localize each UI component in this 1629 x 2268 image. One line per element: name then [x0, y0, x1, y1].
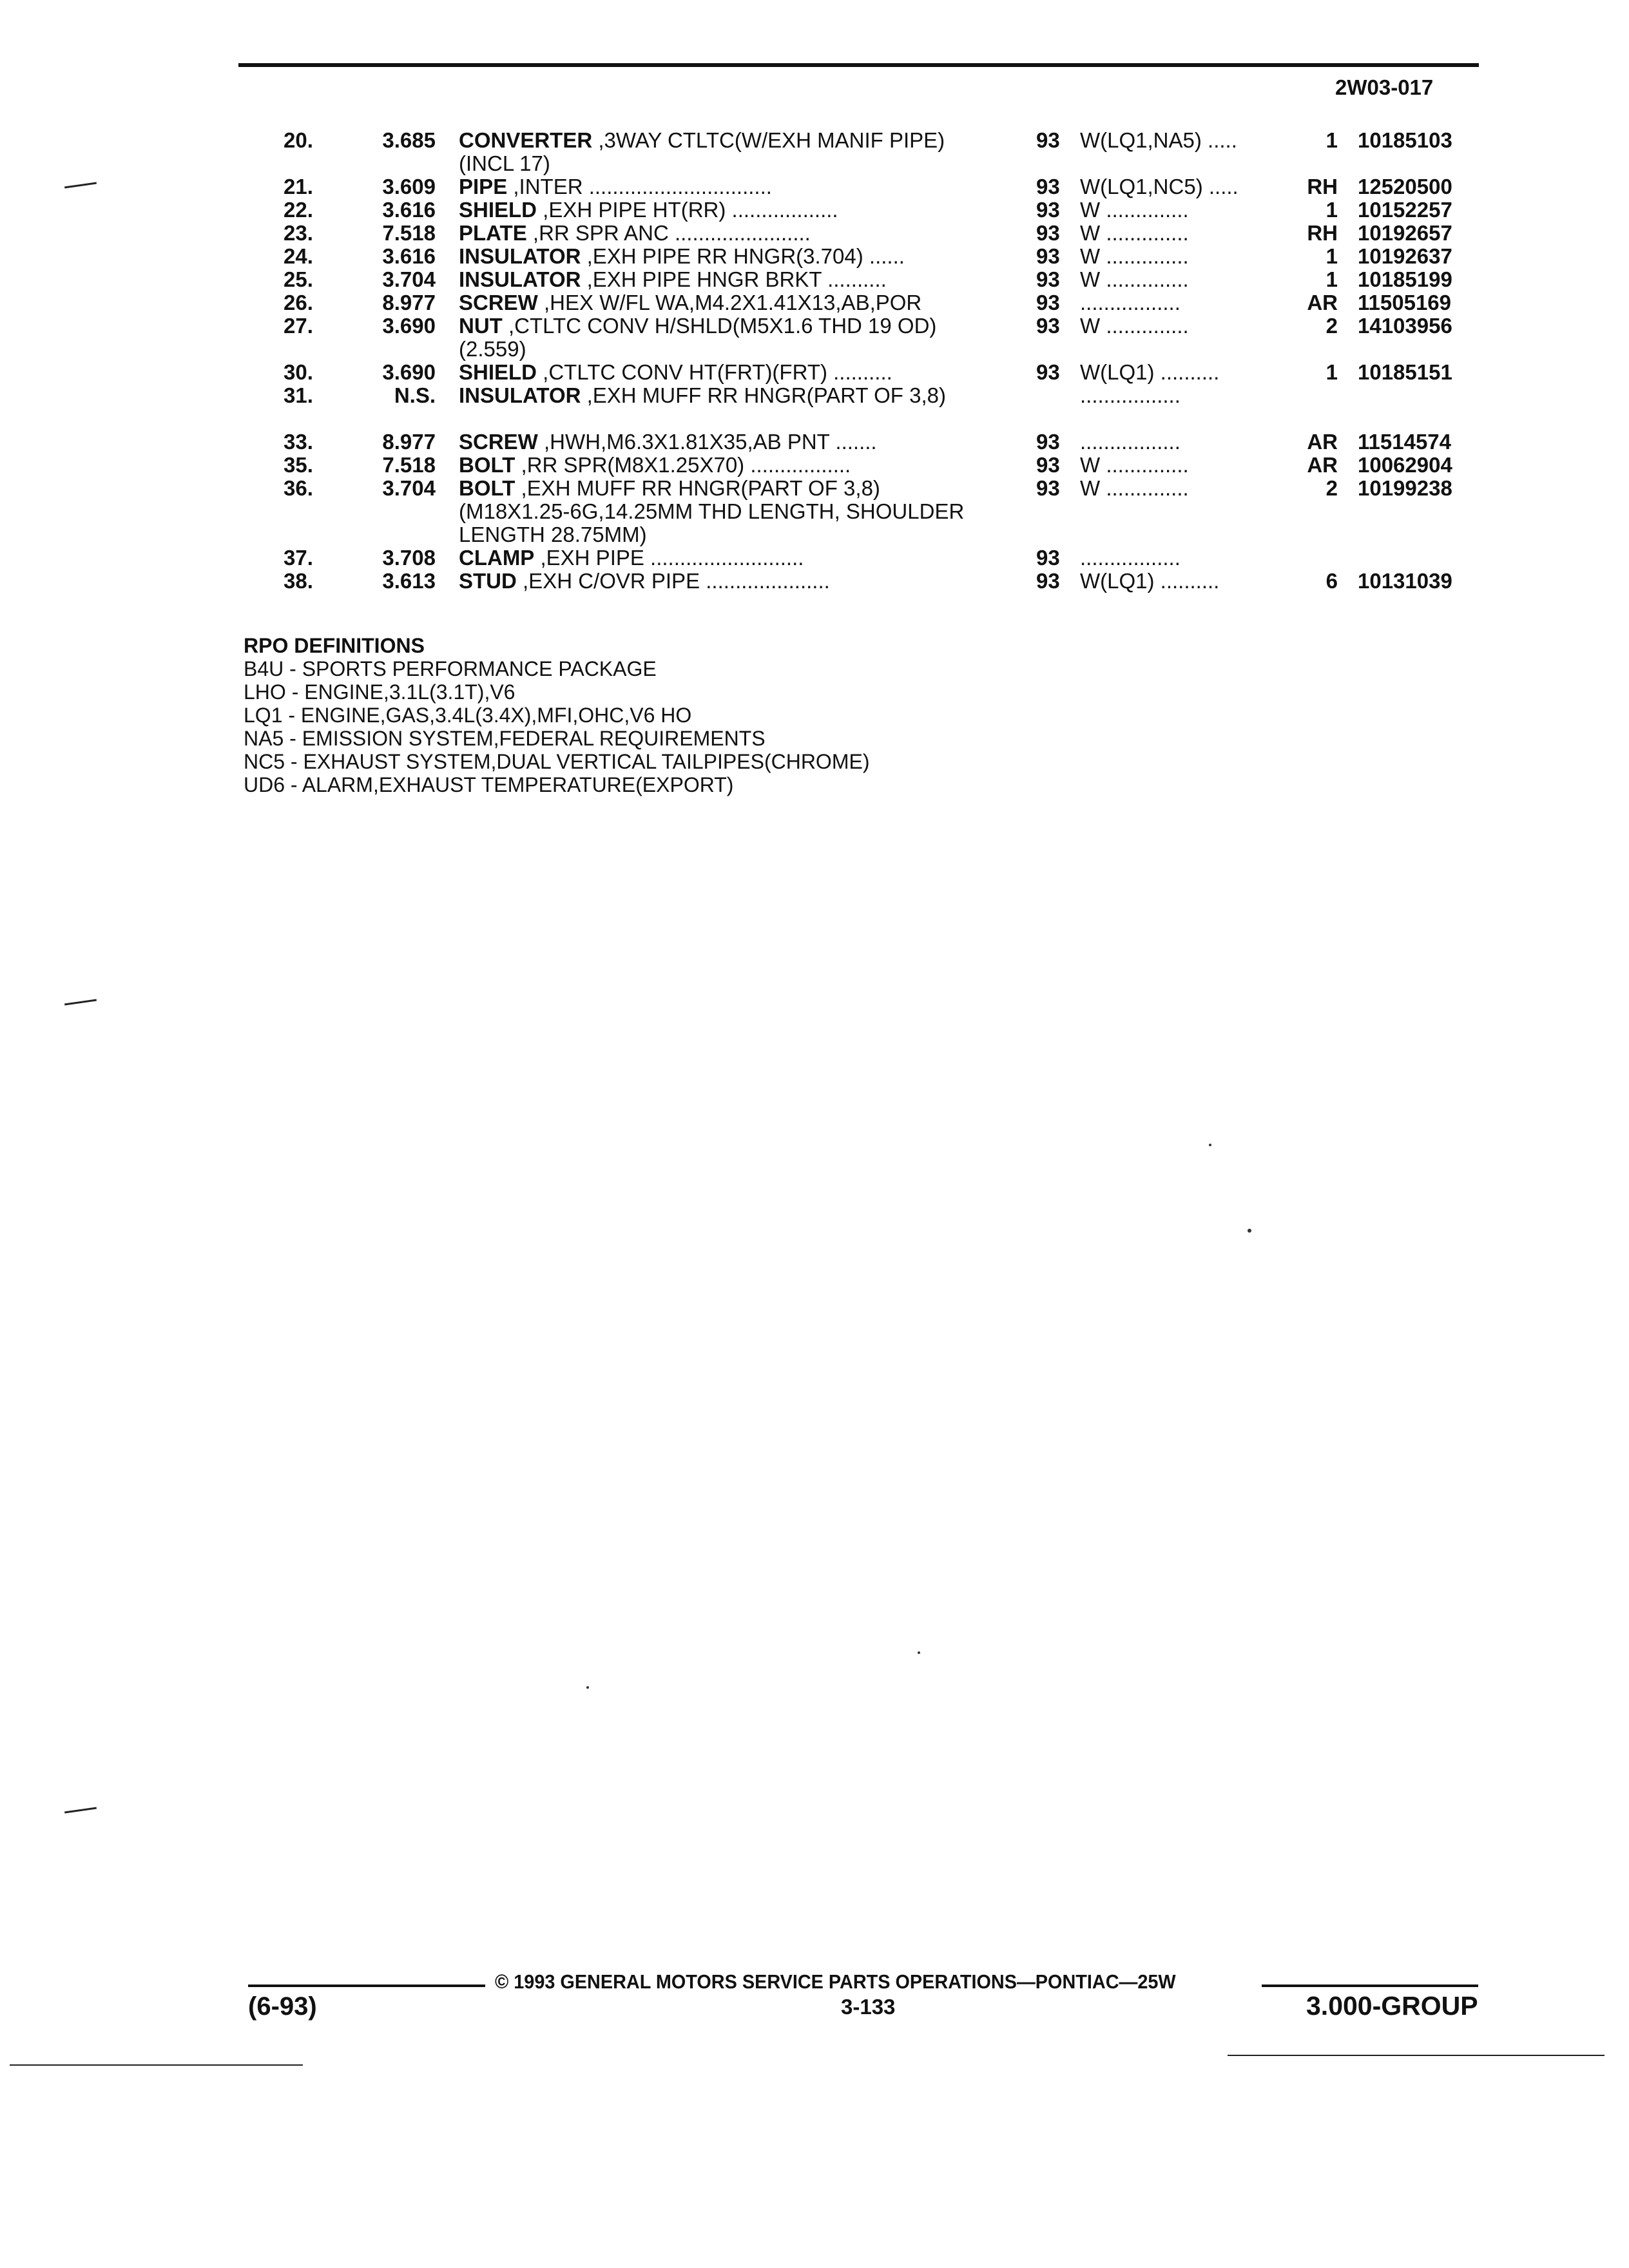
quantity: AR	[1307, 453, 1338, 477]
group-number: 8.977	[382, 430, 436, 454]
item-number: 35.	[284, 453, 313, 477]
part-name: BOLT	[459, 453, 516, 477]
scan-edge-line	[1228, 2055, 1605, 2056]
item-number: 24.	[284, 244, 313, 268]
part-description	[459, 384, 994, 407]
usage-code: W ..............	[1080, 221, 1189, 245]
usage-code: .................	[1080, 383, 1181, 407]
rpo-definitions	[244, 634, 869, 796]
part-name: CLAMP	[459, 546, 535, 570]
model-year: 93	[1036, 198, 1060, 222]
item-number: 22.	[284, 198, 313, 222]
part-name: INSULATOR	[459, 244, 581, 268]
group-number: 7.518	[382, 221, 436, 245]
part-name: STUD	[459, 569, 517, 593]
quantity: AR	[1307, 430, 1338, 454]
part-number: 10185103	[1358, 128, 1452, 152]
group-label: 3.000-GROUP	[1306, 1991, 1478, 2021]
quantity: 1	[1325, 128, 1338, 152]
part-detail: ,EXH MUFF RR HNGR(PART OF 3,8) (M18X1.25-6G,14.25MM THD LENGTH, SHOULDER LENGTH 28.75MM)	[459, 476, 965, 546]
group-number: 3.708	[382, 546, 436, 570]
part-name: NUT	[459, 314, 503, 338]
item-number: 33.	[284, 430, 313, 454]
part-description	[459, 268, 994, 291]
model-year: 93	[1036, 221, 1060, 245]
group-number: 3.616	[382, 244, 436, 268]
usage-code: W(LQ1,NA5) .....	[1080, 128, 1237, 152]
part-description	[459, 245, 994, 268]
part-description	[459, 291, 994, 314]
model-year: 93	[1036, 453, 1060, 477]
part-number: 10192637	[1358, 244, 1452, 268]
hole-punch-mark	[64, 999, 97, 1006]
part-detail: ,RR SPR(M8X1.25X70) .................	[515, 453, 851, 477]
rpo-item: B4U - SPORTS PERFORMANCE PACKAGE	[244, 657, 657, 680]
usage-code: W ..............	[1080, 267, 1189, 291]
quantity: 1	[1325, 244, 1338, 268]
part-name: INSULATOR	[459, 267, 581, 291]
part-detail: ,EXH PIPE HT(RR) ..................	[537, 198, 838, 222]
model-year: 93	[1036, 244, 1060, 268]
part-description	[459, 222, 994, 245]
part-name: BOLT	[459, 476, 516, 500]
rpo-item: NA5 - EMISSION SYSTEM,FEDERAL REQUIREMENTS	[244, 727, 766, 750]
scan-speck	[1209, 1144, 1211, 1146]
scan-speck	[586, 1686, 589, 1689]
model-year: 93	[1036, 360, 1060, 384]
part-number: 10192657	[1358, 221, 1452, 245]
footer-rule-left	[248, 1984, 485, 1987]
part-description	[459, 570, 994, 593]
model-year: 93	[1036, 546, 1060, 570]
usage-code: .................	[1080, 430, 1181, 454]
usage-code: W(LQ1) ..........	[1080, 569, 1220, 593]
copyright-notice: © 1993 GENERAL MOTORS SERVICE PARTS OPERATIONS—PONTIAC—25W	[495, 1970, 1176, 1993]
part-name: PIPE	[459, 175, 508, 198]
part-number: 14103956	[1358, 314, 1452, 338]
group-number: 3.690	[382, 360, 436, 384]
quantity: AR	[1307, 291, 1338, 314]
usage-code: .................	[1080, 291, 1181, 314]
item-number: 37.	[284, 546, 313, 570]
item-number: 30.	[284, 360, 313, 384]
rpo-item: UD6 - ALARM,EXHAUST TEMPERATURE(EXPORT)	[244, 773, 734, 796]
part-name: INSULATOR	[459, 383, 581, 407]
model-year: 93	[1036, 476, 1060, 500]
rpo-item: LHO - ENGINE,3.1L(3.1T),V6	[244, 680, 516, 704]
part-description	[459, 546, 994, 570]
model-year: 93	[1036, 430, 1060, 454]
rpo-item: LQ1 - ENGINE,GAS,3.4L(3.4X),MFI,OHC,V6 HO	[244, 704, 692, 727]
part-name: SCREW	[459, 291, 538, 314]
part-description	[459, 430, 994, 454]
model-year: 93	[1036, 175, 1060, 198]
usage-code: .................	[1080, 546, 1181, 570]
quantity: RH	[1307, 221, 1338, 245]
part-detail: ,CTLTC CONV H/SHLD(M5X1.6 THD 19 OD)(2.559)	[459, 314, 937, 361]
part-detail: ,EXH C/OVR PIPE .....................	[516, 569, 830, 593]
part-name: CONVERTER	[459, 128, 593, 152]
part-name: PLATE	[459, 221, 527, 245]
revision-date: (6-93)	[248, 1992, 317, 2021]
rpo-title: RPO DEFINITIONS	[244, 634, 425, 657]
model-year: 93	[1036, 314, 1060, 338]
group-number: 3.690	[382, 314, 436, 338]
model-year: 93	[1036, 267, 1060, 291]
item-number: 31.	[284, 383, 313, 407]
page-number: 3-133	[841, 1995, 896, 2019]
group-number: 3.616	[382, 198, 436, 222]
part-description	[459, 198, 994, 222]
top-rule	[238, 63, 1479, 67]
part-number: 10185151	[1358, 360, 1452, 384]
usage-code: W ..............	[1080, 198, 1189, 222]
group-number: 3.613	[382, 569, 436, 593]
hole-punch-mark	[64, 1807, 97, 1814]
part-description	[459, 314, 994, 361]
part-number: 10062904	[1358, 453, 1452, 477]
part-detail: ,RR SPR ANC .......................	[526, 221, 811, 245]
part-detail: ,CTLTC CONV HT(FRT)(FRT) ..........	[537, 360, 892, 384]
group-number: 8.977	[382, 291, 436, 314]
part-number: 10152257	[1358, 198, 1452, 222]
quantity: 2	[1325, 314, 1338, 338]
usage-code: W ..............	[1080, 244, 1189, 268]
item-number: 27.	[284, 314, 313, 338]
part-description	[459, 175, 994, 198]
usage-code: W ..............	[1080, 476, 1189, 500]
group-number: 7.518	[382, 453, 436, 477]
quantity: 1	[1325, 360, 1338, 384]
part-detail: ,HEX W/FL WA,M4.2X1.41X13,AB,POR	[537, 291, 922, 314]
part-number: 11505169	[1358, 291, 1452, 314]
part-number: 10131039	[1358, 569, 1452, 593]
page-code: 2W03-017	[1335, 75, 1434, 99]
scan-speck	[1248, 1229, 1251, 1233]
part-detail: ,3WAY CTLTC(W/EXH MANIF PIPE)(INCL 17)	[459, 128, 945, 175]
quantity: 6	[1325, 569, 1338, 593]
part-number: 10199238	[1358, 476, 1452, 500]
part-detail: ,EXH MUFF RR HNGR(PART OF 3,8)	[581, 383, 946, 407]
scan-edge-line	[10, 2064, 303, 2066]
part-name: SHIELD	[459, 360, 537, 384]
model-year: 93	[1036, 128, 1060, 152]
item-number: 38.	[284, 569, 313, 593]
group-number: 3.704	[382, 476, 436, 500]
item-number: 25.	[284, 267, 313, 291]
part-description	[459, 361, 994, 384]
part-detail: ,EXH PIPE HNGR BRKT ..........	[581, 267, 887, 291]
model-year: 93	[1036, 569, 1060, 593]
part-description	[459, 129, 994, 175]
hole-punch-mark	[64, 182, 97, 189]
part-number: 10185199	[1358, 267, 1452, 291]
group-number: 3.685	[382, 128, 436, 152]
quantity: RH	[1307, 175, 1338, 198]
part-number: 11514574	[1358, 430, 1452, 454]
part-description	[459, 454, 994, 477]
part-name: SCREW	[459, 430, 538, 454]
rpo-item: NC5 - EXHAUST SYSTEM,DUAL VERTICAL TAILPIPES(CHROME)	[244, 750, 870, 773]
part-detail: ,INTER ...............................	[507, 175, 772, 198]
quantity: 1	[1325, 267, 1338, 291]
part-description	[459, 477, 994, 546]
quantity: 2	[1325, 476, 1338, 500]
part-detail: ,EXH PIPE RR HNGR(3.704) ......	[581, 244, 905, 268]
part-detail: ,HWH,M6.3X1.81X35,AB PNT .......	[537, 430, 877, 454]
item-number: 21.	[284, 175, 313, 198]
scan-speck	[918, 1651, 920, 1654]
usage-code: W(LQ1) ..........	[1080, 360, 1220, 384]
item-number: 36.	[284, 476, 313, 500]
item-number: 20.	[284, 128, 313, 152]
part-number: 12520500	[1358, 175, 1452, 198]
part-name: SHIELD	[459, 198, 537, 222]
model-year: 93	[1036, 291, 1060, 314]
usage-code: W ..............	[1080, 314, 1189, 338]
usage-code: W ..............	[1080, 453, 1189, 477]
item-number: 26.	[284, 291, 313, 314]
footer-rule-right	[1262, 1984, 1478, 1987]
quantity: 1	[1325, 198, 1338, 222]
usage-code: W(LQ1,NC5) .....	[1080, 175, 1239, 198]
part-detail: ,EXH PIPE ..........................	[534, 546, 804, 570]
group-number: N.S.	[394, 383, 436, 407]
group-number: 3.609	[382, 175, 436, 198]
group-number: 3.704	[382, 267, 436, 291]
item-number: 23.	[284, 221, 313, 245]
